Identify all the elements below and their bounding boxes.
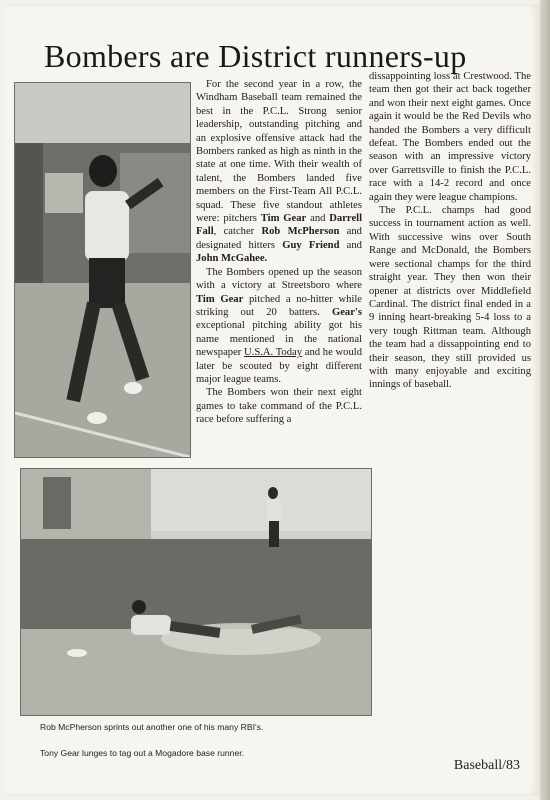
- article-column-2: [369, 70, 531, 392]
- article-paragraph: [196, 266, 362, 387]
- article-paragraph: The Bombers won their next eight games to take command of the P.C.L. race before suffering a: [196, 387, 362, 426]
- player-name: John McGahee.: [196, 253, 268, 265]
- newspaper-name: U.S.A. Today: [244, 347, 303, 359]
- article-column-1: [196, 78, 362, 427]
- yearbook-page: [4, 4, 542, 796]
- paragraph-text: , catcher: [213, 226, 262, 238]
- photo-runner: [14, 82, 191, 458]
- paragraph-text: pitched a no-hitter while striking out 20 batters.: [196, 293, 363, 318]
- page-binding-edge: [540, 0, 550, 800]
- article-paragraph: The P.C.L. champs had good success in tournament action as well. With successive wins over South Range and McDonald, the Bombers were sectional champs for the third straight year. They then won their opener at districts over Middlefield Cardinal. The district final ended in a 9 inning heart-breaking 5-4 loss to a very tough Rittman team. Although the team had a dissappointing end to their season, they still provided us with many enjoyable and exciting innings of baseball.: [369, 205, 531, 391]
- player-name: Gear's: [331, 306, 362, 318]
- page-number: Baseball/83: [453, 758, 520, 773]
- paragraph-text: and he would later be scouted by eight different major league teams.: [196, 347, 362, 385]
- article-paragraph: dissappointing loss at Crestwood. The team then got their act back together and won their next eight games. Once again it would be the Red Devils who handed the Bombers a very difficult defeat. The Bombers ended out the season with an impressive victory over Garrettsville to finish the P.C.L. race with a 14-2 record and once again they were league champions.: [369, 71, 531, 203]
- runner-photo-graphic: [15, 83, 190, 457]
- paragraph-text: exceptional pitching ability got his name mentioned in the national newspaper: [196, 320, 362, 359]
- photo-caption-runner: Rob McPherson sprints out another one of his many RBI's.: [40, 722, 264, 732]
- paragraph-text: For the second year in a row, the Windham Baseball team remained the best in the P.C.L. Strong senior leadership, outstanding pitching and an explosive offensive attack had the Bombers ranked as high as ninth in the state at one time. With their wealth of talent, the Bombers landed five members on the First-Team All P.C.L. squad. These five standout athletes were: pitchers: [196, 79, 362, 225]
- article-paragraph: [196, 78, 362, 266]
- player-name: Darrell Fall: [196, 213, 363, 238]
- photo-caption-tag: Tony Gear lunges to tag out a Mogadore base runner.: [40, 748, 244, 758]
- paragraph-text: and designated hitters: [196, 226, 362, 251]
- tag-play-photo-graphic: [21, 469, 371, 715]
- paragraph-text: and: [339, 239, 362, 251]
- page-title: Bombers are District runners-up: [44, 38, 467, 74]
- player-name: Guy Friend: [282, 239, 340, 251]
- player-name: Rob McPherson: [261, 226, 340, 238]
- paragraph-text: The Bombers opened up the season with a victory at Streetsboro where: [196, 266, 362, 292]
- photo-tag-play: [20, 468, 372, 716]
- paragraph-text: and: [306, 213, 330, 225]
- player-name: Tim Gear: [196, 293, 244, 305]
- player-name: Tim Gear: [260, 213, 307, 225]
